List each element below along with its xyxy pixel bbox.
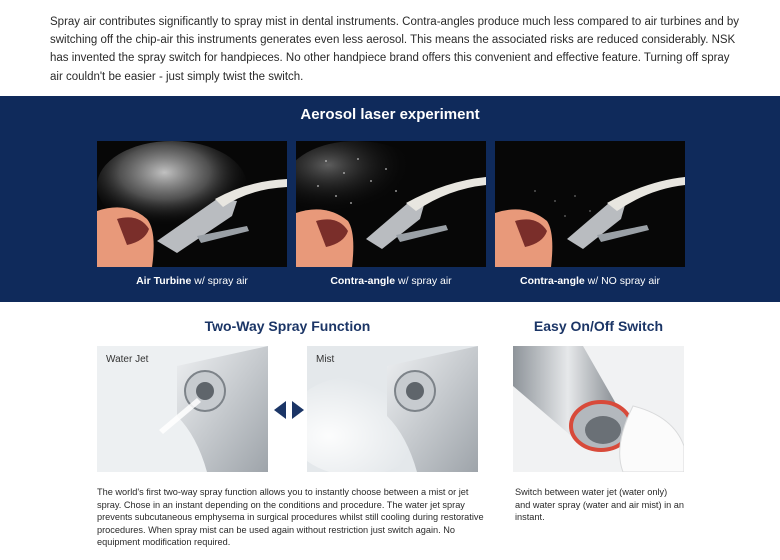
caption-bold: Air Turbine bbox=[136, 275, 192, 287]
contra-angle-spray-caption bbox=[296, 275, 486, 287]
caption-bold: Contra-angle bbox=[330, 275, 396, 287]
contra-angle-no-spray-caption bbox=[495, 275, 685, 287]
air-turbine-photo bbox=[97, 141, 287, 267]
aerosol-experiment-band bbox=[0, 96, 780, 302]
on-off-description: Switch between water jet (water only) and water spray (water and air mist) in an instant. bbox=[515, 487, 685, 523]
caption-rest: w/ NO spray air bbox=[584, 275, 661, 287]
experiment-title: Aerosol laser experiment bbox=[300, 106, 480, 123]
caption-rest: w/ spray air bbox=[395, 275, 452, 287]
contra-angle-spray-photo bbox=[296, 141, 486, 267]
caption-rest: w/ spray air bbox=[191, 275, 248, 287]
mist-image bbox=[307, 346, 478, 472]
toggle-arrows-icon bbox=[274, 401, 304, 419]
air-turbine-caption bbox=[97, 275, 287, 287]
caption-bold: Contra-angle bbox=[519, 275, 585, 287]
two-way-description: The world's first two-way spray function allows you to instantly choose between a mist or jet spray. Chose in an instant depending on the conditions and procedure. The water jet spray prevents subcutaneous emphysema in surgical procedures whilst still cooling during restorative procedures. When spray mist can be used again without restriction just switch again. No equipment modification required. bbox=[97, 487, 484, 548]
mist-label: Mist bbox=[316, 354, 335, 365]
on-off-switch-image bbox=[513, 346, 684, 472]
on-off-title: Easy On/Off Switch bbox=[533, 318, 664, 334]
water-jet-label: Water Jet bbox=[106, 354, 149, 365]
intro-paragraph: Spray air contributes significantly to spray mist in dental instruments. Contra-angles produce much less compared to air turbines and by switching off the chip-air this instruments generates even less aerosol. This means the associated risks are reduced considerably. NSK has invented the spray switch for handpieces. No other handpiece brand offers this convenient and effective feature. Turning off spray air couldn't be easier - just simply twist the switch. bbox=[50, 16, 740, 83]
contra-angle-no-spray-photo bbox=[495, 141, 685, 267]
water-jet-image bbox=[97, 346, 268, 472]
two-way-title: Two-Way Spray Function bbox=[204, 318, 371, 334]
